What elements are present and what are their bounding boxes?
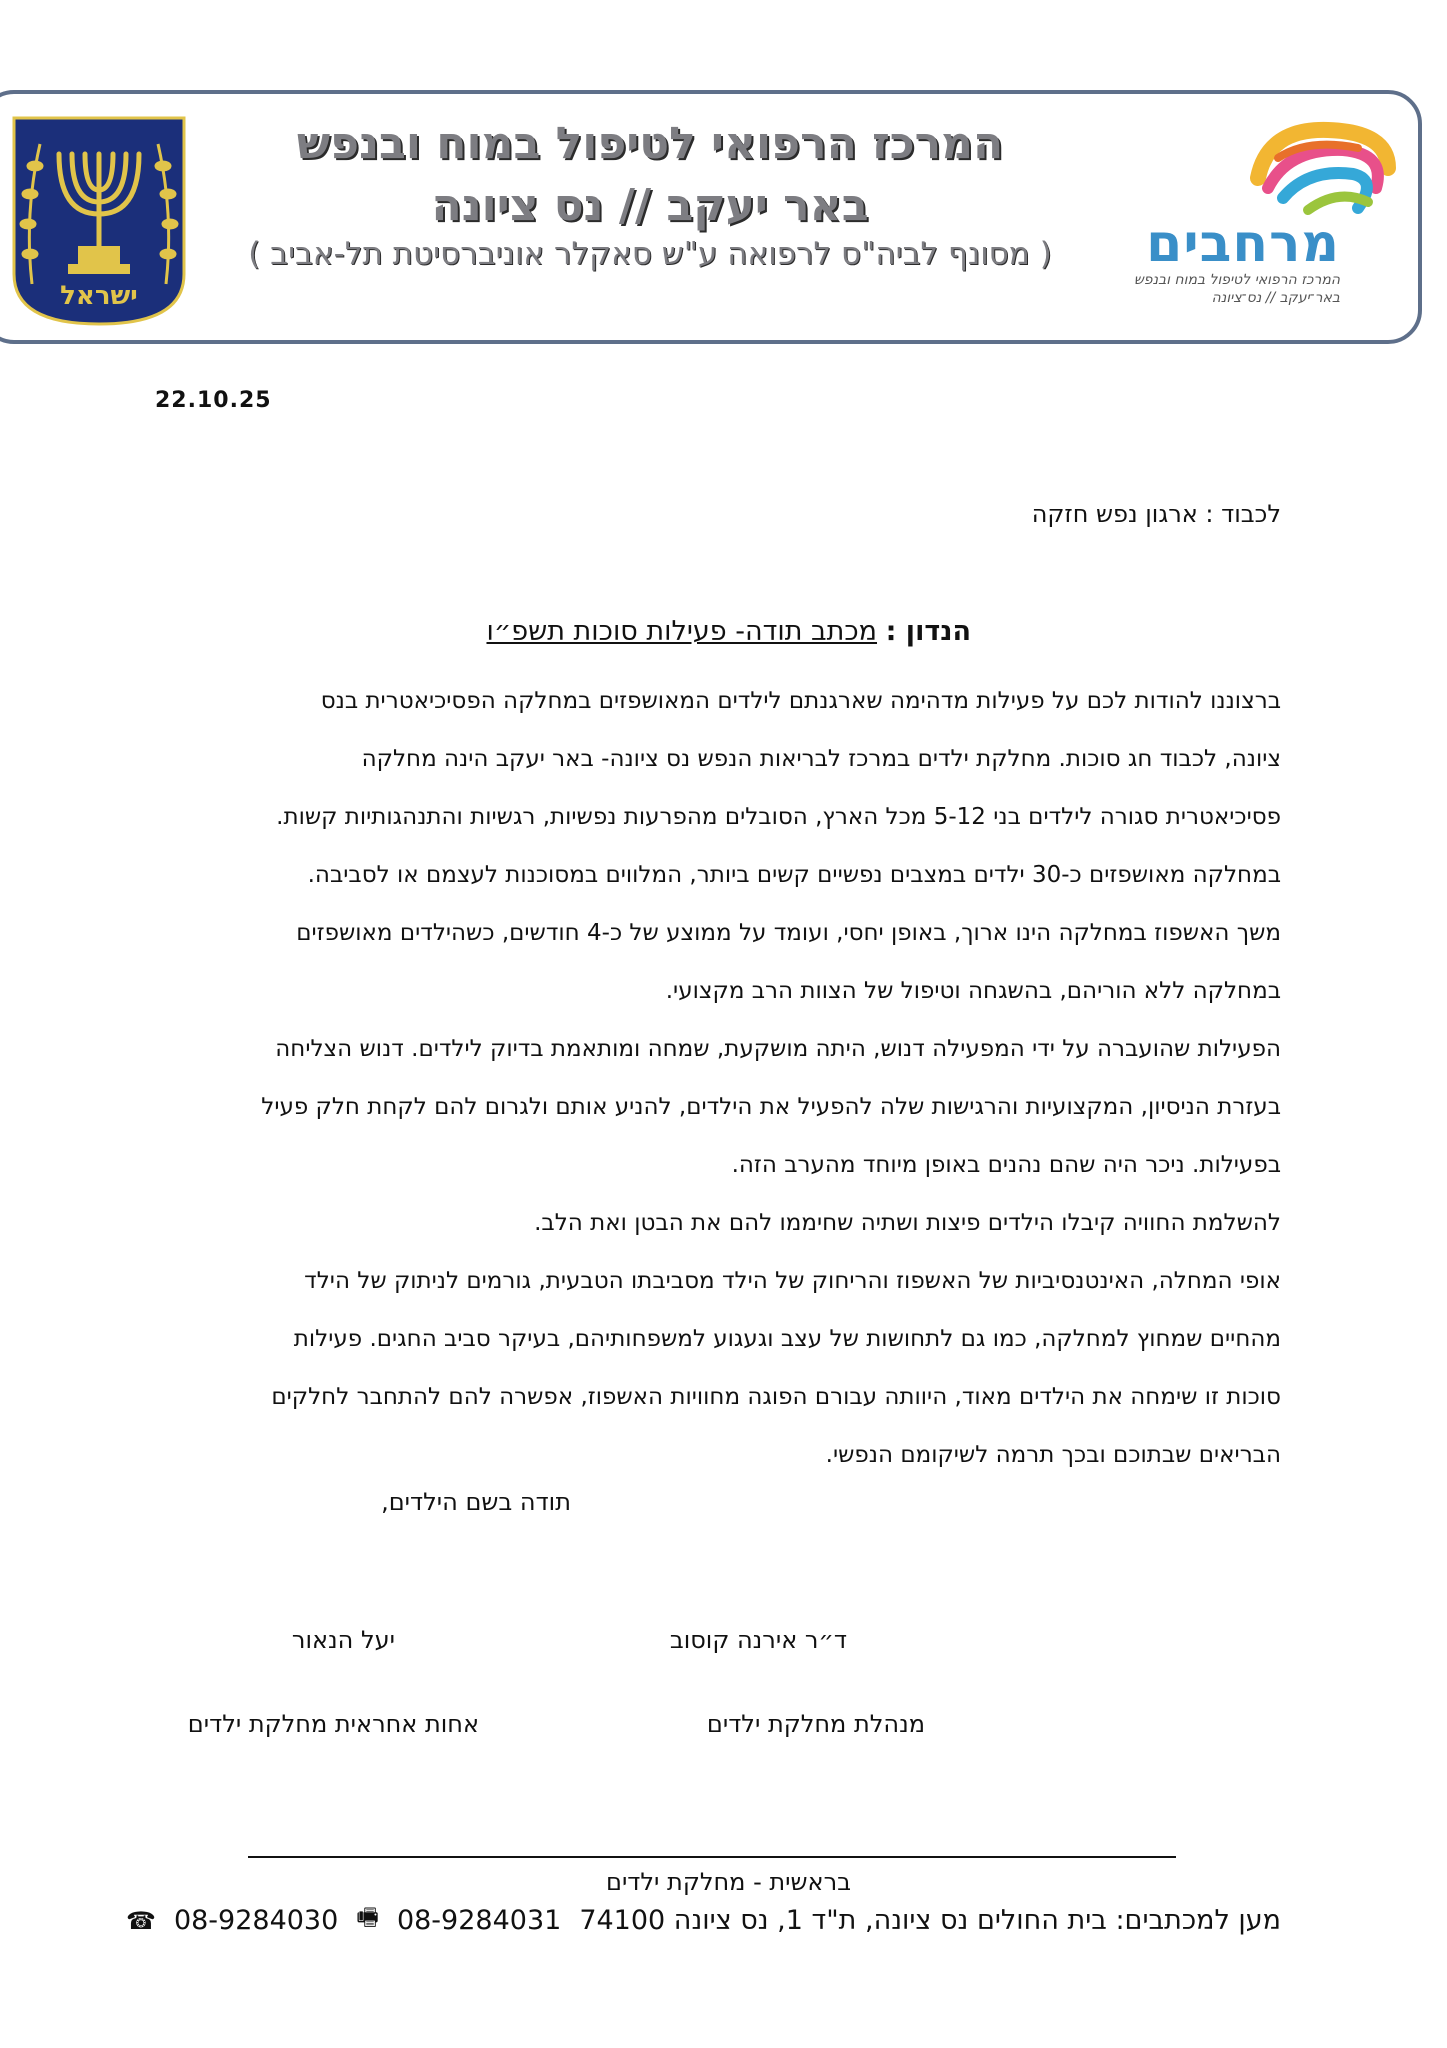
logo-name: מרחבים	[1146, 214, 1340, 274]
fax-icon: 🖷	[356, 1903, 379, 1931]
state-emblem-icon	[10, 114, 188, 328]
body-line: מהחיים שמחוץ למחלקה, כמו גם לתחושות של עצב וגעגוע למשפחותיהם, בעיקר סביב החגים. פעילות	[293, 1326, 1281, 1352]
subject-line	[486, 616, 971, 647]
closing-line: תודה בשם הילדים,	[381, 1488, 571, 1516]
body-line: להשלמת החוויה קיבלו הילדים פיצות ושתיה שחיממו להם את הבטן ואת הלב.	[534, 1210, 1281, 1236]
subject-label: הנדון :	[885, 616, 971, 647]
body-line: בעזרת הניסיון, המקצועיות והרגישות שלה להפעיל את הילדים, להניע אותם ולגרום להם לקחת חלק פעיל	[261, 1094, 1281, 1120]
signature-name-nurse: יעל הנאור	[291, 1626, 395, 1654]
logo-subtitle: המרכז הרפואי לטיפול במוח ובנפש	[1133, 272, 1340, 288]
footer-address: מען למכתבים: בית החולים נס ציונה, ת"ד 1, נס ציונה 74100	[579, 1905, 1281, 1936]
signature-role-director: מנהלת מחלקת ילדים	[706, 1710, 925, 1738]
signature-role-nurse: אחות אחראית מחלקת ילדים	[187, 1710, 479, 1738]
body-line: בפעילות. ניכר היה שהם נהנים באופן מיוחד מהערב הזה.	[731, 1152, 1281, 1178]
body-line: במחלקה ללא הוריהם, בהשגחה וטיפול של הצוות הרב מקצועי.	[665, 978, 1281, 1004]
body-line: במחלקה מאושפזים כ-30 ילדים במצבים נפשיים קשים ביותר, המלווים במסוכנות לעצמם או לסביבה.	[307, 862, 1281, 888]
hospital-affiliation: ( מסונף לביה"ס לרפואה ע"ש סאקלר אוניברסיטת תל-אביב )	[248, 236, 1052, 272]
footer-contact	[126, 1900, 1281, 1941]
body-line: ציונה, לכבוד חג סוכות. מחלקת ילדים במרכז לבריאות הנפש נס ציונה- באר יעקב הינה מחלקה	[361, 746, 1281, 772]
body-line: פסיכיאטרית סגורה לילדים בני 5-12 מכל הארץ, הסובלים מהפרעות נפשיות, רגשיות והתנהגותיות קשות.	[276, 804, 1281, 830]
body-line: הבריאים שבתוכם ובכך תרמה לשיקומם הנפשי.	[825, 1442, 1281, 1468]
merhavim-logo-icon	[1248, 118, 1398, 222]
body-line: ברצוננו להודות לכם על פעילות מדהימה שארגנתם לילדים המאושפזים במחלקה הפסיכיאטרית בנס	[320, 688, 1281, 714]
phone-icon: ☎	[126, 1906, 156, 1935]
fax-number: 08-9284031	[396, 1905, 562, 1936]
letter-date: 22.10.25	[155, 388, 272, 413]
body-line: הפעילות שהועברה על ידי המפעילה דנוש, היתה מושקעת, שמחה ומותאמת בדיוק לילדים. דנוש הצליחה	[275, 1036, 1281, 1062]
emblem-text: ישראל	[60, 281, 138, 311]
footer-divider	[248, 1856, 1176, 1858]
hospital-location: באר יעקב // נס ציונה	[431, 180, 869, 231]
subject-value: מכתב תודה- פעילות סוכות תשפ״ו	[486, 616, 878, 647]
phone-number: 08-9284030	[173, 1905, 339, 1936]
hospital-title: המרכז הרפואי לטיפול במוח ובנפש	[296, 118, 1004, 169]
body-line: משך האשפוז במחלקה הינו ארוך, באופן יחסי, ועומד על ממוצע של כ-4 חודשים, כשהילדים מאושפזים	[296, 920, 1281, 946]
logo-subtitle-location: באר־יעקב // נס־ציונה	[1211, 290, 1340, 306]
footer-department: בראשית - מחלקת ילדים	[606, 1868, 851, 1896]
addressee: לכבוד : ארגון נפש חזקה	[1031, 500, 1281, 528]
letter-body	[101, 672, 1281, 1484]
signature-name-director: ד״ר אירנה קוסוב	[669, 1626, 847, 1654]
body-line: אופי המחלה, האינטנסיביות של האשפוז והריחוק של הילד מסביבתו הטבעית, גורמים לניתוק של הילד	[304, 1268, 1281, 1294]
body-line: סוכות זו שימחה את הילדים מאוד, היוותה עבורם הפוגה מחוויות האשפוז, אפשרה להם להתחבר לחלקים	[271, 1384, 1281, 1410]
